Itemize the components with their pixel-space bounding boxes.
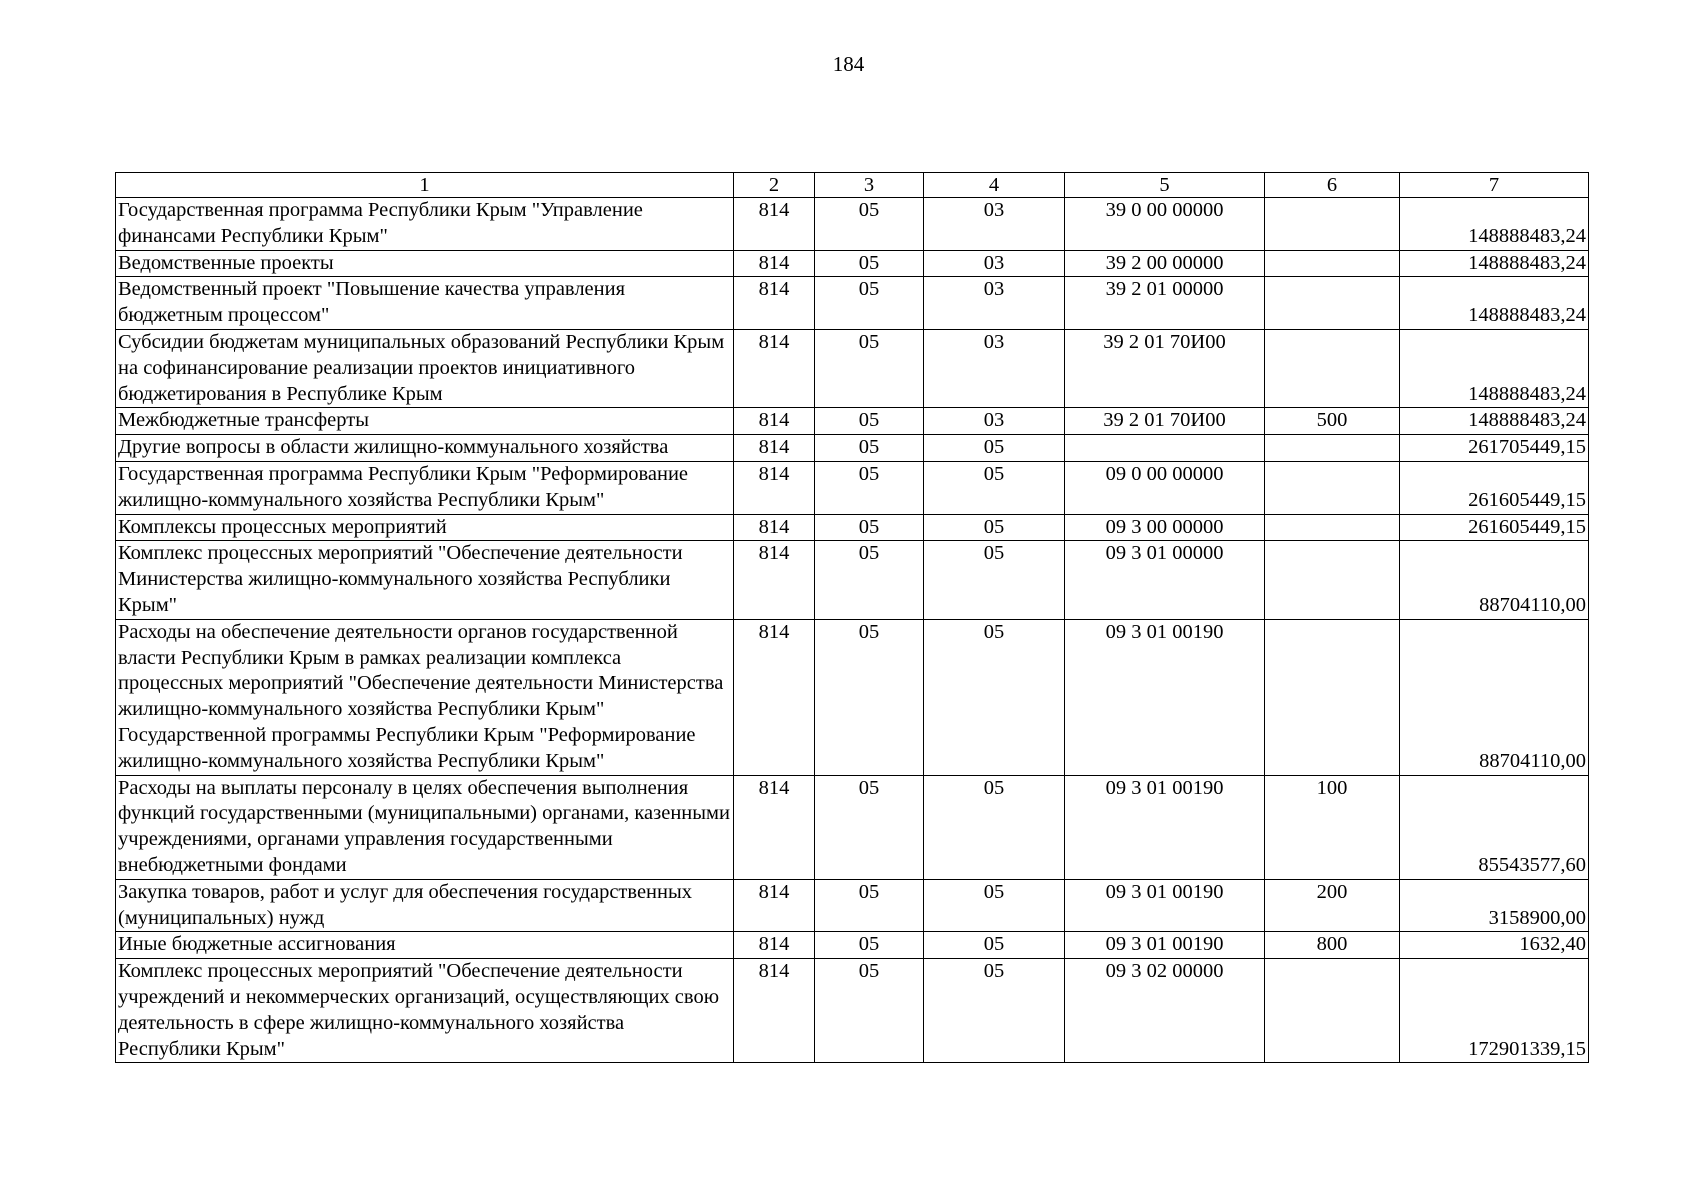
cell-amount: 261705449,15 <box>1400 435 1589 462</box>
cell-col2: 814 <box>734 329 815 407</box>
cell-name: Комплекс процессных мероприятий "Обеспечение деятельности Министерства жилищно-коммунального хозяйства Республики Крым" <box>116 541 734 619</box>
table-body <box>116 173 1589 1063</box>
cell-col2: 814 <box>734 932 815 959</box>
cell-col3: 05 <box>815 408 924 435</box>
header-cell-1: 1 <box>116 173 734 198</box>
cell-amount: 148888483,24 <box>1400 329 1589 407</box>
cell-amount: 1632,40 <box>1400 932 1589 959</box>
cell-col3: 05 <box>815 277 924 330</box>
cell-col2: 814 <box>734 775 815 879</box>
table-row <box>116 461 1589 514</box>
cell-amount: 261605449,15 <box>1400 514 1589 541</box>
cell-amount: 148888483,24 <box>1400 198 1589 251</box>
cell-col5: 39 2 01 00000 <box>1065 277 1265 330</box>
cell-col5: 09 3 00 00000 <box>1065 514 1265 541</box>
cell-name: Государственная программа Республики Крым "Реформирование жилищно-коммунального хозяйства Республики Крым" <box>116 461 734 514</box>
cell-amount: 88704110,00 <box>1400 541 1589 619</box>
cell-name: Иные бюджетные ассигнования <box>116 932 734 959</box>
table-row <box>116 775 1589 879</box>
cell-col6 <box>1265 541 1400 619</box>
cell-col5: 39 2 01 70И00 <box>1065 329 1265 407</box>
table-row <box>116 541 1589 619</box>
header-cell-7: 7 <box>1400 173 1589 198</box>
cell-col2: 814 <box>734 541 815 619</box>
cell-col6: 500 <box>1265 408 1400 435</box>
cell-col6 <box>1265 514 1400 541</box>
cell-col6 <box>1265 461 1400 514</box>
cell-col2: 814 <box>734 198 815 251</box>
cell-amount: 172901339,15 <box>1400 959 1589 1063</box>
cell-col6 <box>1265 250 1400 277</box>
cell-col4: 05 <box>924 514 1065 541</box>
cell-col3: 05 <box>815 619 924 775</box>
cell-col6 <box>1265 198 1400 251</box>
cell-col4: 05 <box>924 879 1065 932</box>
cell-col3: 05 <box>815 250 924 277</box>
table-row <box>116 277 1589 330</box>
cell-col5: 09 3 01 00190 <box>1065 619 1265 775</box>
page-number: 184 <box>832 52 865 76</box>
header-cell-4: 4 <box>924 173 1065 198</box>
cell-col4: 03 <box>924 408 1065 435</box>
cell-col2: 814 <box>734 277 815 330</box>
cell-col4: 03 <box>924 250 1065 277</box>
table-header-row <box>116 173 1589 198</box>
cell-name: Расходы на обеспечение деятельности органов государственной власти Республики Крым в рамках реализации комплекса процессных мероприятий "Обеспечение деятельности Министерства жилищно-коммунального хозяйства Республики Крым" Государственной программы Республики Крым "Реформирование жилищно-коммунального хозяйства Республики Крым" <box>116 619 734 775</box>
cell-name: Субсидии бюджетам муниципальных образований Республики Крым на софинансирование реализации проектов инициативного бюджетирования в Республике Крым <box>116 329 734 407</box>
cell-col2: 814 <box>734 250 815 277</box>
cell-col4: 05 <box>924 461 1065 514</box>
header-cell-6: 6 <box>1265 173 1400 198</box>
cell-col3: 05 <box>815 959 924 1063</box>
cell-col2: 814 <box>734 879 815 932</box>
cell-col3: 05 <box>815 775 924 879</box>
cell-col2: 814 <box>734 408 815 435</box>
table-row <box>116 619 1589 775</box>
cell-col4: 05 <box>924 959 1065 1063</box>
cell-col5: 09 3 02 00000 <box>1065 959 1265 1063</box>
cell-col3: 05 <box>815 932 924 959</box>
budget-table <box>115 172 1589 1063</box>
cell-amount: 261605449,15 <box>1400 461 1589 514</box>
cell-col4: 05 <box>924 932 1065 959</box>
cell-col5: 09 3 01 00000 <box>1065 541 1265 619</box>
cell-col5: 09 3 01 00190 <box>1065 879 1265 932</box>
cell-col5: 09 3 01 00190 <box>1065 775 1265 879</box>
cell-name: Расходы на выплаты персоналу в целях обеспечения выполнения функций государственными (муниципальными) органами, казенными учреждениями, органами управления государственными внебюджетными фондами <box>116 775 734 879</box>
table-row <box>116 198 1589 251</box>
cell-amount: 148888483,24 <box>1400 277 1589 330</box>
cell-col4: 05 <box>924 541 1065 619</box>
cell-col3: 05 <box>815 514 924 541</box>
cell-col5: 09 0 00 00000 <box>1065 461 1265 514</box>
cell-col6: 200 <box>1265 879 1400 932</box>
cell-col6: 800 <box>1265 932 1400 959</box>
cell-col2: 814 <box>734 959 815 1063</box>
cell-amount: 148888483,24 <box>1400 408 1589 435</box>
table-row <box>116 932 1589 959</box>
table-row <box>116 514 1589 541</box>
cell-col4: 03 <box>924 329 1065 407</box>
table-row <box>116 250 1589 277</box>
cell-col2: 814 <box>734 514 815 541</box>
cell-name: Ведомственный проект "Повышение качества управления бюджетным процессом" <box>116 277 734 330</box>
cell-col3: 05 <box>815 198 924 251</box>
cell-name: Межбюджетные трансферты <box>116 408 734 435</box>
cell-name: Другие вопросы в области жилищно-коммунального хозяйства <box>116 435 734 462</box>
cell-col4: 05 <box>924 435 1065 462</box>
cell-col2: 814 <box>734 619 815 775</box>
cell-col6 <box>1265 329 1400 407</box>
cell-col2: 814 <box>734 435 815 462</box>
table-row <box>116 329 1589 407</box>
cell-col5: 39 0 00 00000 <box>1065 198 1265 251</box>
cell-name: Комплекс процессных мероприятий "Обеспечение деятельности учреждений и некоммерческих организаций, осуществляющих свою деятельность в сфере жилищно-коммунального хозяйства Республики Крым" <box>116 959 734 1063</box>
cell-col6 <box>1265 959 1400 1063</box>
cell-col5: 39 2 01 70И00 <box>1065 408 1265 435</box>
header-cell-5: 5 <box>1065 173 1265 198</box>
cell-col6 <box>1265 619 1400 775</box>
table-row <box>116 408 1589 435</box>
header-cell-3: 3 <box>815 173 924 198</box>
cell-col3: 05 <box>815 541 924 619</box>
cell-col4: 03 <box>924 198 1065 251</box>
cell-name: Государственная программа Республики Крым "Управление финансами Республики Крым" <box>116 198 734 251</box>
cell-col6: 100 <box>1265 775 1400 879</box>
cell-col2: 814 <box>734 461 815 514</box>
cell-col5 <box>1065 435 1265 462</box>
cell-col3: 05 <box>815 329 924 407</box>
cell-amount: 85543577,60 <box>1400 775 1589 879</box>
cell-col3: 05 <box>815 879 924 932</box>
cell-col4: 03 <box>924 277 1065 330</box>
cell-amount: 3158900,00 <box>1400 879 1589 932</box>
cell-col5: 09 3 01 00190 <box>1065 932 1265 959</box>
cell-col6 <box>1265 277 1400 330</box>
cell-amount: 148888483,24 <box>1400 250 1589 277</box>
cell-col4: 05 <box>924 775 1065 879</box>
cell-col5: 39 2 00 00000 <box>1065 250 1265 277</box>
cell-name: Ведомственные проекты <box>116 250 734 277</box>
table-row <box>116 435 1589 462</box>
cell-name: Закупка товаров, работ и услуг для обеспечения государственных (муниципальных) нужд <box>116 879 734 932</box>
table-row <box>116 959 1589 1063</box>
cell-name: Комплексы процессных мероприятий <box>116 514 734 541</box>
cell-col3: 05 <box>815 435 924 462</box>
header-cell-2: 2 <box>734 173 815 198</box>
cell-amount: 88704110,00 <box>1400 619 1589 775</box>
cell-col3: 05 <box>815 461 924 514</box>
table-row <box>116 879 1589 932</box>
cell-col4: 05 <box>924 619 1065 775</box>
cell-col6 <box>1265 435 1400 462</box>
